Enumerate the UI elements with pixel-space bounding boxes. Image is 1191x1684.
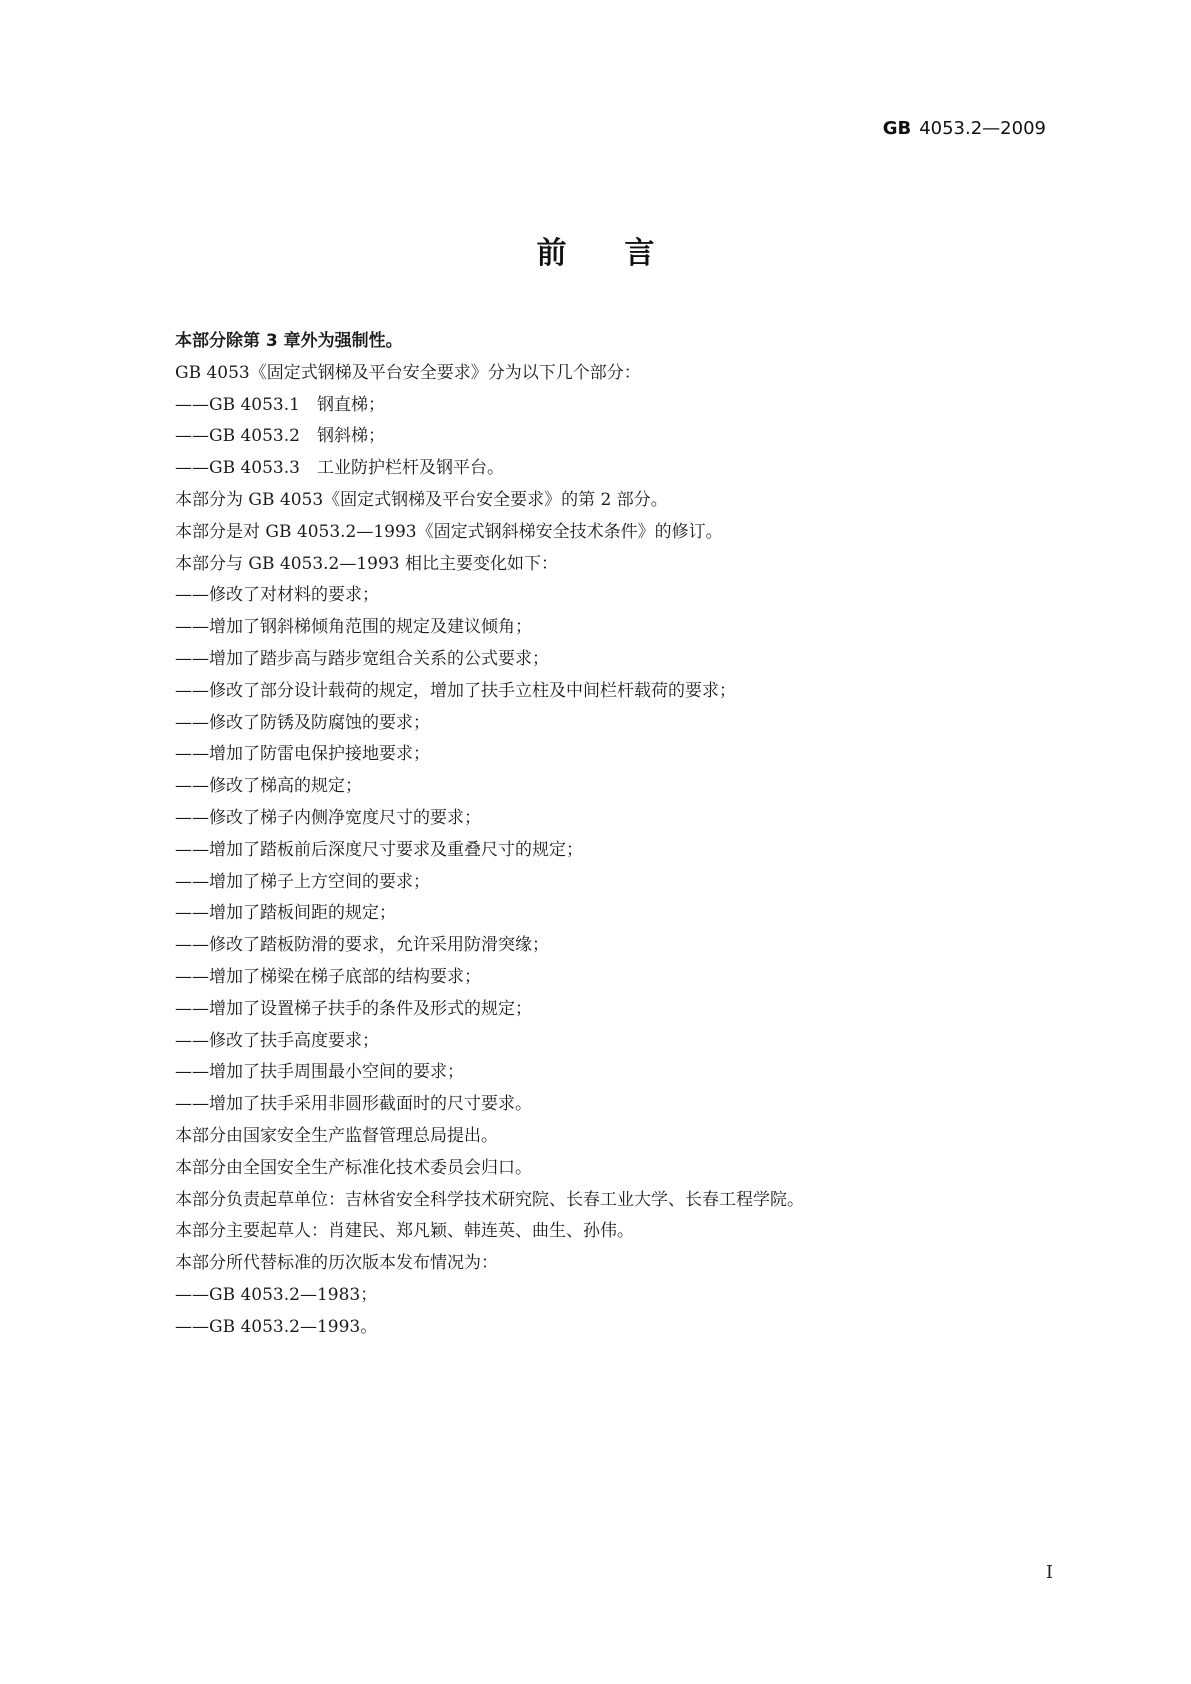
list-item: ——修改了部分设计载荷的规定，增加了扶手立柱及中间栏杆载荷的要求； <box>175 680 736 701</box>
paragraph: 本部分与 GB 4053.2—1993 相比主要变化如下： <box>175 553 559 574</box>
standard-number <box>883 118 1046 139</box>
standard-prefix: GB <box>882 118 912 139</box>
list-item: ——增加了扶手采用非圆形截面时的尺寸要求。 <box>175 1094 532 1115</box>
list-item: ——增加了防雷电保护接地要求； <box>175 744 430 765</box>
list-item: ——GB 4053.1 钢直梯； <box>175 394 385 415</box>
list-item: ——增加了设置梯子扶手的条件及形式的规定； <box>175 998 532 1019</box>
list-item: ——修改了扶手高度要求； <box>175 1030 379 1051</box>
list-item: ——增加了扶手周围最小空间的要求； <box>175 1062 464 1083</box>
list-item: ——修改了踏板防滑的要求，允许采用防滑突缘； <box>175 935 549 956</box>
list-item: ——增加了钢斜梯倾角范围的规定及建议倾角； <box>175 617 532 638</box>
paragraph: 本部分主要起草人：肖建民、郑凡颖、韩连英、曲生、孙伟。 <box>175 1221 634 1242</box>
paragraph: 本部分除第 3 章外为强制性。 <box>175 331 403 351</box>
list-item: ——修改了防锈及防腐蚀的要求； <box>175 712 430 733</box>
paragraph: 本部分负责起草单位：吉林省安全科学技术研究院、长春工业大学、长春工程学院。 <box>175 1189 804 1210</box>
paragraph: 本部分为 GB 4053《固定式钢梯及平台安全要求》的第 2 部分。 <box>175 489 668 510</box>
paragraph: 本部分由全国安全生产标准化技术委员会归口。 <box>175 1157 532 1178</box>
list-item: ——修改了梯高的规定； <box>175 776 362 797</box>
list-item: ——修改了对材料的要求； <box>175 585 379 606</box>
paragraph: GB 4053《固定式钢梯及平台安全要求》分为以下几个部分： <box>175 362 641 383</box>
list-item: ——修改了梯子内侧净宽度尺寸的要求； <box>175 807 481 828</box>
page-number: I <box>1045 1562 1053 1583</box>
list-item: ——增加了踏步高与踏步宽组合关系的公式要求； <box>175 648 549 669</box>
standard-code: 4053.2—2009 <box>919 118 1046 139</box>
list-item: ——GB 4053.2 钢斜梯； <box>175 426 385 447</box>
list-item: ——GB 4053.2—1993。 <box>175 1316 378 1337</box>
paragraph: 本部分所代替标准的历次版本发布情况为： <box>175 1253 498 1274</box>
list-item: ——增加了踏板前后深度尺寸要求及重叠尺寸的规定； <box>175 839 583 860</box>
foreword-body <box>175 326 1055 1344</box>
list-item: ——GB 4053.2—1983； <box>175 1284 378 1305</box>
list-item: ——增加了梯子上方空间的要求； <box>175 871 430 892</box>
paragraph: 本部分是对 GB 4053.2—1993《固定式钢斜梯安全技术条件》的修订。 <box>175 521 723 542</box>
list-item: ——增加了踏板间距的规定； <box>175 903 396 924</box>
paragraph: 本部分由国家安全生产监督管理总局提出。 <box>175 1125 498 1146</box>
page-title: 前言 <box>536 236 713 271</box>
list-item: ——GB 4053.3 工业防护栏杆及钢平台。 <box>175 458 504 479</box>
list-item: ——增加了梯梁在梯子底部的结构要求； <box>175 966 481 987</box>
